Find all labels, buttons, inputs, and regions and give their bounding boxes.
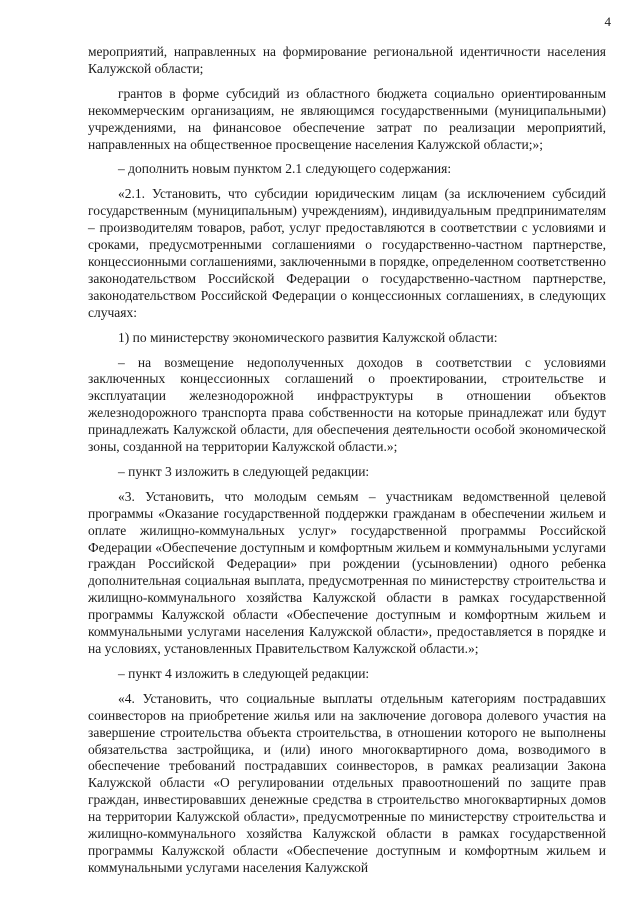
- paragraph-point-4: «4. Установить, что социальные выплаты отдельным категориям пострадавших соинвесторов на приобретение жилья или на заключение договора долевого участия на завершение строительства объекта строительства, в отношении которого не выполнены обязательства застройщика, и (или) иного многоквартирного дома, возводимого в обеспечение требований пострадавших соинвесторов, в рамках реализации Закона Калужской области «О регулировании отдельных правоотношений по защите прав граждан, инвестировавших денежные средства в строительство многоквартирных домов на территории Калужской области», предусмотренные по министерству строительства и жилищно-коммунального хозяйства Калужской области в рамках государственной программы Калужской области «Обеспечение доступным и комфортным жильем и коммунальными услугами населения Калужской: [88, 690, 606, 875]
- paragraph-grants: грантов в форме субсидий из областного бюджета социально ориентированным некоммерческим организациям, не являющимся государственными (муниципальными) учреждениями, на финансовое обеспечение затрат по реализации мероприятий, направленных на общественное просвещение населения Калужской области;»;: [88, 85, 606, 152]
- paragraph-point-2-1: «2.1. Установить, что субсидии юридическим лицам (за исключением субсидий государственным (муниципальным) учреждениям), индивидуальным предпринимателям – производителям товаров, работ, услуг предоставляются в соответствии с условиями и сроками, предусмотренными соглашениями о государственно-частном партнерстве, концессионными соглашениями, заключенными в порядке, определенном соответственно законодательством Российской Федерации о государственно-частном партнерстве, законодательством Российской Федерации о концессионных соглашениях, в следующих случаях:: [88, 186, 606, 320]
- paragraph-point-3: «3. Установить, что молодым семьям – участникам ведомственной целевой программы «Оказание государственной поддержки гражданам в обеспечении жильем и оплате жилищно-коммунальных услуг» государственной программы Российской Федерации «Обеспечение доступным и комфортным жильем и коммунальными услугами граждан Российской Федерации» при рождении (усыновлении) одного ребенка дополнительная социальная выплата, предусмотренная по министерству строительства и жилищно-коммунального хозяйства Калужской области в рамках государственной программы Калужской области «Обеспечение доступным и комфортным жильем и коммунальными услугами населения Калужской области», предоставляется в порядке и на условиях, установленных Правительством Калужской области.»;: [88, 488, 606, 656]
- paragraph-compensation: – на возмещение недополученных доходов в соответствии с условиями заключенных концессионных соглашений о проектировании, строительстве и эксплуатации железнодорожной инфраструктуры в отношении объектов железнодорожного транспорта права собственности на которые принадлежат или будут принадлежать Калужской области, для обеспечения деятельности особой экономической зоны, созданной на территории Калужской области.»;: [88, 354, 606, 455]
- paragraph-point-4-instruction: – пункт 4 изложить в следующей редакции:: [118, 665, 370, 681]
- page-number: 4: [604, 14, 611, 29]
- paragraph-ministry-economic: 1) по министерству экономического развития Калужской области:: [118, 329, 498, 345]
- paragraph-add-point-2-1: – дополнить новым пунктом 2.1 следующего содержания:: [118, 161, 452, 177]
- paragraph-continuation: мероприятий, направленных на формирование региональной идентичности населения Калужской области;: [88, 44, 606, 76]
- document-body: [88, 44, 606, 877]
- paragraph-point-3-instruction: – пункт 3 изложить в следующей редакции:: [118, 463, 370, 479]
